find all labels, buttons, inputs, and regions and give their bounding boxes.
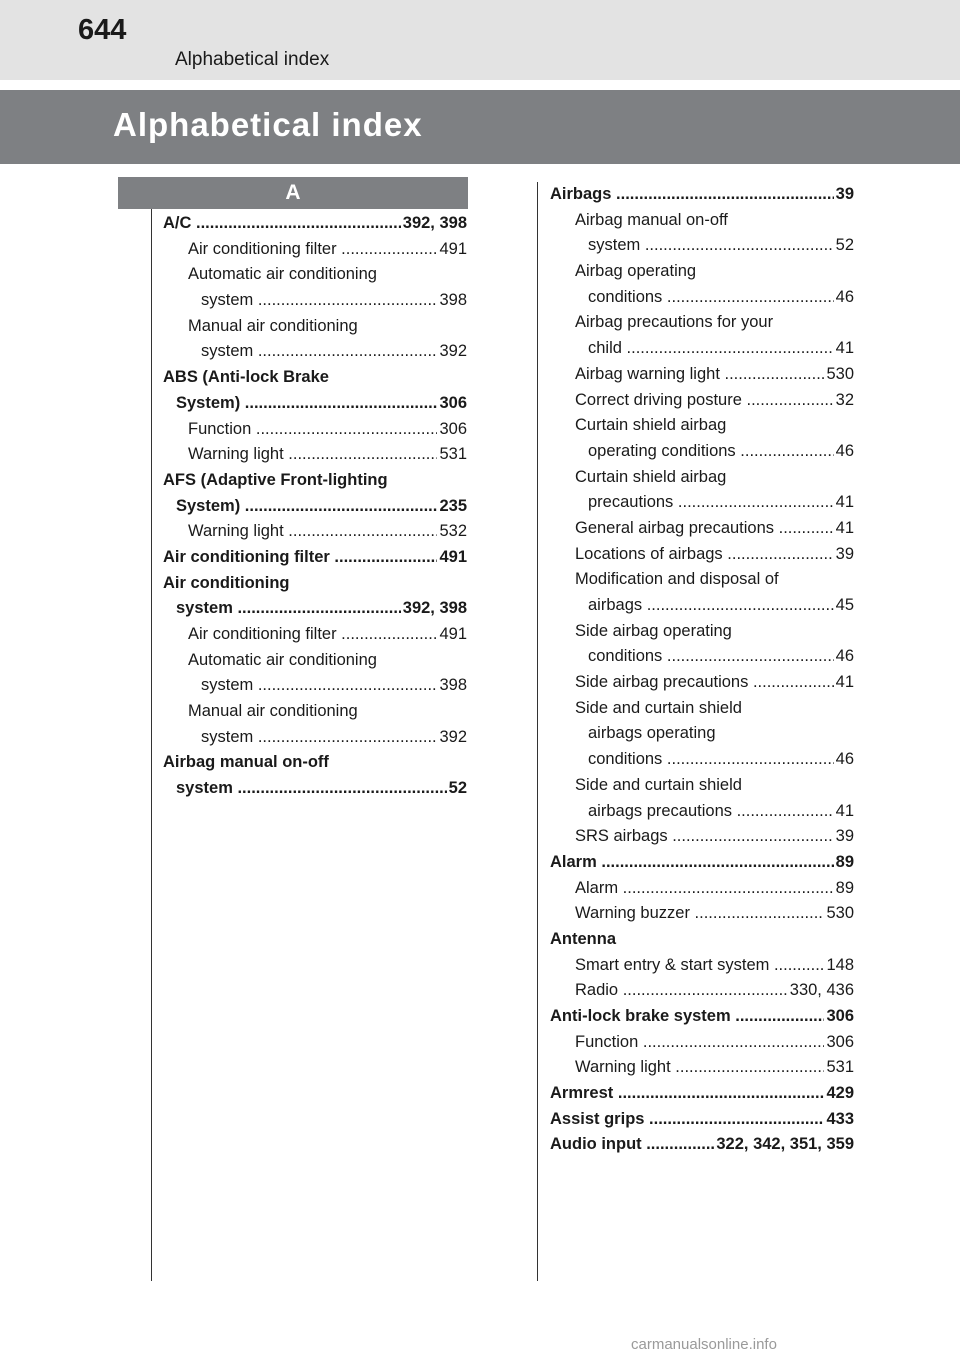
index-entry-label: Radio [575,981,619,1000]
index-entry [163,750,467,776]
index-entry-pages: 392, 398 [401,211,467,237]
index-entry [163,262,467,288]
index-entry [163,776,467,802]
index-entry-pages: 148 [824,953,854,979]
index-entry [550,850,854,876]
index-entry-label: child [588,339,622,358]
index-entry-pages: 32 [834,388,854,414]
index-entry-text: Air conditioning [163,573,290,592]
left-column-rule [151,209,152,1281]
index-entry-text: Manual air conditioning [188,702,358,721]
index-entry-label: Warning buzzer [575,904,690,923]
index-entry-pages: 532 [437,519,467,545]
index-entry-label: system [201,676,254,695]
page-number: 644 [78,14,127,46]
index-entry [550,876,854,902]
index-entry [550,490,854,516]
index-entry-label: Alarm [550,852,597,871]
index-entry [163,468,467,494]
index-entry [550,593,854,619]
index-entry [550,1055,854,1081]
index-entry-pages: 39 [834,182,854,208]
index-entry [550,619,854,645]
index-entry-label: Function [575,1032,639,1051]
index-entry [163,648,467,674]
index-entry [163,365,467,391]
index-entry [163,237,467,263]
index-entry-pages: 46 [834,644,854,670]
index-entry-label: A/C [163,214,192,232]
index-entry-label: Alarm [575,878,619,897]
index-entry-text: AFS (Adaptive Front-lighting [163,470,388,489]
index-entry-text: Side and curtain shield [575,775,742,794]
index-entry-label: system [176,779,233,798]
index-entry-text: Airbag operating [575,262,697,281]
index-entry-label: Airbag warning light [575,364,720,383]
index-entry-text: airbags operating [588,724,716,743]
index-entry [550,901,854,927]
index-entry-pages: 46 [834,747,854,773]
index-entry-label: airbags precautions [588,801,733,820]
index-entry [550,773,854,799]
index-entry-text: Airbag manual on-off [163,753,329,772]
index-entry-pages: 530 [824,362,854,388]
index-entry [550,208,854,234]
index-entry-pages: 429 [824,1081,854,1107]
index-entry [550,1107,854,1133]
index-entry [550,747,854,773]
index-entry-pages: 41 [834,670,854,696]
index-entry [550,465,854,491]
index-entry [163,545,467,571]
index-entry-label: Function [188,419,252,438]
index-entry [550,670,854,696]
index-entry [163,417,467,443]
index-entry-pages: 433 [824,1107,854,1133]
index-entry-pages: 41 [834,516,854,542]
index-entry-label: Warning light [188,522,284,541]
index-entry-pages: 306 [437,417,467,443]
index-entry-text: Antenna [550,929,616,948]
index-entry-pages: 89 [834,876,854,902]
index-entry-label: System) [176,393,241,412]
index-entry-label: Side airbag precautions [575,673,749,692]
index-entry-label: airbags [588,596,643,614]
index-entry-pages: 39 [834,542,854,568]
index-entry [550,644,854,670]
index-entry-label: Air conditioning filter [188,239,337,258]
index-entry-pages: 322, 342, 351, 359 [714,1132,854,1158]
index-entry-pages: 398 [437,673,467,699]
index-entry-pages: 46 [834,285,854,311]
index-entry-text: Airbag precautions for your [575,313,774,332]
index-entry [163,288,467,314]
index-entry-pages: 235 [437,494,467,520]
index-entry [163,673,467,699]
index-entry [550,310,854,336]
index-entry [163,571,467,597]
index-entry-pages: 52 [834,233,854,259]
index-entry-pages: 41 [834,336,854,362]
index-entry [550,799,854,825]
index-entry [550,516,854,542]
middle-column-rule [537,182,538,1281]
index-entry-label: Warning light [188,445,284,464]
index-entry [163,699,467,725]
index-entry [550,182,854,208]
index-entry-label: system [201,291,254,310]
index-entry [550,1030,854,1056]
index-entry [550,824,854,850]
index-entry [550,285,854,311]
index-entry [550,388,854,414]
index-entry-label: operating conditions [588,441,736,460]
index-entry-label: Audio input [550,1135,642,1154]
index-entry-pages: 392 [437,725,467,751]
letter-heading: A [118,177,468,209]
index-entry [163,391,467,417]
index-entry-pages: 306 [824,1030,854,1056]
index-entry-label: precautions [588,493,674,512]
index-entry [550,1132,854,1158]
index-entry [163,622,467,648]
index-entry [550,336,854,362]
title-band [0,90,960,164]
index-entry-text: Automatic air conditioning [188,265,377,284]
index-entry-pages: 531 [437,442,467,468]
index-entry [163,442,467,468]
index-entry-label: Armrest [550,1084,614,1103]
watermark-footer: carmanualsonline.info [631,1336,777,1353]
index-entry-label: Smart entry & start system [575,955,770,974]
index-entry-label: System) [176,496,241,515]
index-entry-label: system [201,342,254,361]
index-entry-label: conditions [588,647,663,666]
running-header: Alphabetical index [175,49,330,70]
index-entry-text: Side airbag operating [575,621,732,640]
index-entry-pages: 330, 436 [788,978,854,1004]
index-entry [550,1004,854,1030]
index-entry [163,339,467,365]
index-entry-pages: 39 [834,824,854,850]
index-entry-label: General airbag precautions [575,518,775,537]
index-entry [163,211,467,237]
index-column-left [163,211,467,802]
index-entry-pages: 491 [437,237,467,263]
index-column-right [550,182,854,1158]
index-entry-pages: 45 [834,593,854,619]
page-title: Alphabetical index [113,106,423,143]
index-entry [550,413,854,439]
index-entry-pages: 530 [824,901,854,927]
index-entry-label: conditions [588,287,663,306]
index-entry [163,494,467,520]
index-entry [550,567,854,593]
index-entry-label: system [176,599,233,618]
index-entry-text: Side and curtain shield [575,698,742,717]
index-entry-pages: 52 [447,776,467,802]
index-entry [550,1081,854,1107]
index-entry-text: Automatic air conditioning [188,650,377,669]
index-entry-pages: 531 [824,1055,854,1081]
index-entry-text: ABS (Anti-lock Brake [163,368,329,387]
index-entry-label: system [201,727,254,746]
index-entry-text: Airbag manual on-off [575,210,728,229]
index-entry [163,596,467,622]
index-entry-text: Curtain shield airbag [575,416,727,435]
index-entry-label: Correct driving posture [575,390,742,409]
index-entry [163,519,467,545]
index-entry [550,259,854,285]
index-entry-pages: 491 [437,622,467,648]
index-entry-label: SRS airbags [575,827,668,846]
index-entry-label: Warning light [575,1058,671,1077]
index-entry-label: Assist grips [550,1109,645,1128]
index-entry [550,362,854,388]
index-entry-text: Manual air conditioning [188,316,358,335]
index-entry-label: Air conditioning filter [188,625,337,643]
index-entry [550,696,854,722]
index-entry [550,721,854,747]
index-entry-label: Air conditioning filter [163,547,330,566]
index-entry [550,927,854,953]
index-entry-pages: 398 [437,288,467,314]
index-entry [163,314,467,340]
index-entry-label: Airbags [550,185,612,203]
index-entry-pages: 306 [437,391,467,417]
index-entry-label: Locations of airbags [575,544,723,563]
header-strip [0,0,960,80]
index-entry-pages: 491 [437,545,467,571]
index-entry-pages: 392 [437,339,467,365]
index-entry-text: Modification and disposal of [575,570,779,589]
index-entry-label: system [588,236,641,255]
index-entry [550,542,854,568]
index-entry-label: conditions [588,750,663,769]
index-entry-pages: 89 [834,850,854,876]
index-entry-pages: 306 [824,1004,854,1030]
index-entry-text: Curtain shield airbag [575,467,727,486]
index-entry-pages: 46 [834,439,854,465]
index-entry-pages: 392, 398 [401,596,467,622]
index-entry [163,725,467,751]
index-entry [550,439,854,465]
index-entry-pages: 41 [834,799,854,825]
index-entry-pages: 41 [834,490,854,516]
index-entry [550,978,854,1004]
index-entry-label: Anti-lock brake system [550,1007,731,1025]
index-entry [550,953,854,979]
index-entry [550,233,854,259]
